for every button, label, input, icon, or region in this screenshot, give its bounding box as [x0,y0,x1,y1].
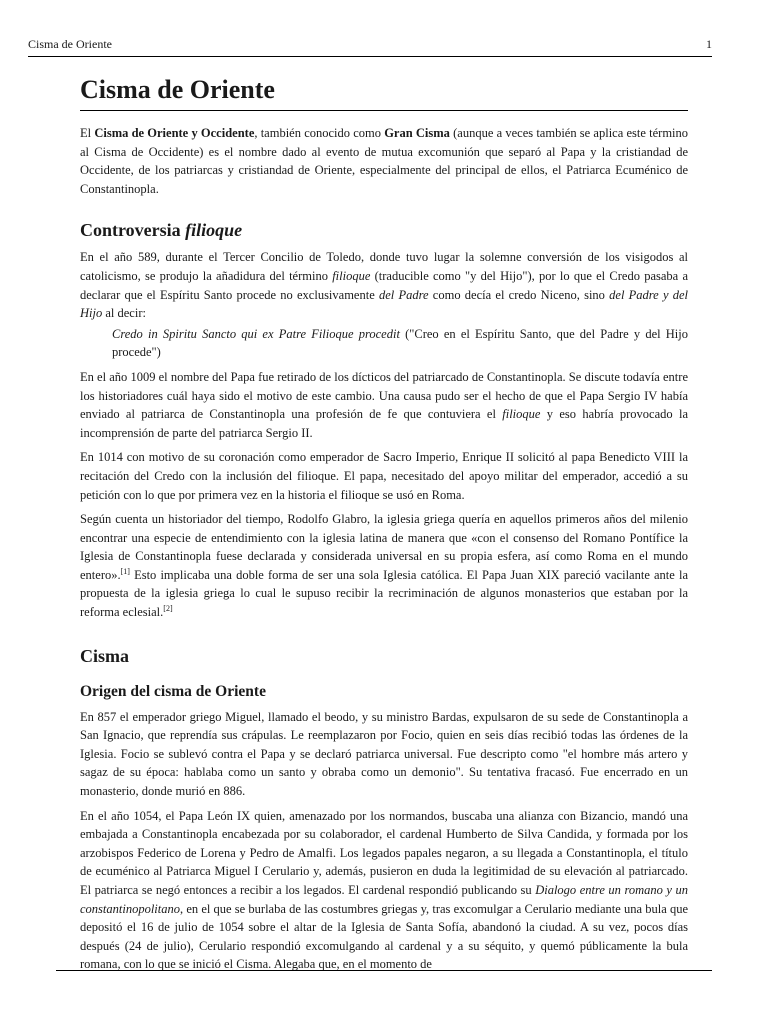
paragraph: En 857 el emperador griego Miguel, llamado el beodo, y su ministro Bardas, expulsaron de su sede de Constantinopla a San Ignacio, que reprendía sus crápulas. Le reemplazaron por Focio, quien en seis días recibió todas las órdenes de la Iglesia. Focio se sublevó contra el Papa y se declaró patriarca universal. Fue descripto como "el hombre más artero y sagaz de su época: hablaba como un santo y obraba como un demonio". Su tentativa fracasó. Fue encerrado en un monasterio, donde murió en 886. [80,709,688,799]
section-heading-cisma: Cisma [80,645,129,666]
paragraph: En 1014 con motivo de su coronación como emperador de Sacro Imperio, Enrique II solicitó al papa Benedicto VIII la recitación del Credo con la inclusión del filioque. El papa, necesitado del apoyo militar del emperador, accedió a su petición con lo que por primera vez en la historia el filioque se usó en Roma. [80,450,688,502]
paragraph: En el año 589, durante el Tercer Concilio de Toledo, donde tuvo lugar la solemne conversión de los visigodos al catolicismo, se produjo la añadidura del término filioque (traducible como "y del Hijo"), por lo que el Credo pasaba a declarar que el Espíritu Santo procede no exclusivamente del Padre como decía el credo Niceno, sino del Padre y del Hijo al decir: [80,250,688,321]
section-heading-filioque: Controversia filioque [80,220,243,241]
page-number: 1 [706,37,712,51]
paragraph: En el año 1054, el Papa León IX quien, amenazado por los normandos, buscaba una alianza con Bizancio, mandó una embajada a Constantinopla encabezada por su colaborador, el cardenal Humberto de Silva Candida, y formada por los arzobispos Federico de Lorena y Pedro de Amalfi. Los legados papales negaron, a su llegada a Constantinopla, el título de ecuménico al Patriarca Miguel I Cerulario y, además, pusieron en duda la legitimidad de su elevación al patriarcado. El patriarca se negó entonces a recibir a los legados. El cardenal respondió publicando su Dialogo entre un romano y un constantinopolitano, en el que se burlaba de las costumbres griegas y, tras excomulgar a Cerulario mediante una bula que depositó el 16 de julio de 1054 sobre el altar de la Iglesia de Santa Sofía, abandonó la ciudad. A su vez, pocos días después (24 de julio), Cerulario respondió excomulgando al cardenal y a su séquito, y quemó públicamente la bula romana, con lo que se inició el Cisma. Alegaba que, en el momento de [80,808,688,972]
block-quote: Credo in Spiritu Sancto qui ex Patre Filioque procedit ("Creo en el Espíritu Santo, que del Padre y del Hijo procede") [112,326,689,360]
footer-rule [56,970,712,971]
running-header [28,36,712,57]
reference-link[interactable]: [1] [120,566,130,576]
running-header-title: Cisma de Oriente [28,37,112,51]
article-body [80,70,688,974]
subsection-heading: Origen del cisma de Oriente [80,682,266,700]
paragraph: En el año 1009 el nombre del Papa fue retirado de los dícticos del patriarcado de Constantinopla. Se discute todavía entre los historiadores cuál haya sido el motivo de este cambio. Una causa pudo ser el hecho de que el Papa Sergio IV había enviado al patriarca de Constantinopla una profesión de fe que contuviera el filioque y eso habría provocado la incomprensión de parte del patriarca Sergio II. [80,369,688,440]
paragraph: Según cuenta un historiador del tiempo, Rodolfo Glabro, la iglesia griega quería en aquellos primeros años del milenio encontrar una especie de entendimiento con la iglesia latina de manera que «con el consenso del Romano Pontífice la Iglesia de Constantinopla fuese declarada y considerada universal en su propia esfera, así como Roma en el mundo entero».[1] Esto implicaba una doble forma de ser una sola Iglesia católica. El Papa Juan XIX pareció vacilante ante la propuesta de la iglesia griega lo cual le supuso recibir la recriminación de algunos monasterios que estaban por la reforma eclesial.[2] [80,512,688,620]
reference-link[interactable]: [2] [163,603,173,613]
intro-paragraph: El Cisma de Oriente y Occidente, también conocido como Gran Cisma (aunque a veces también se aplica este término al Cisma de Occidente) es el nombre dado al evento de mutua excomunión que separó al Papa y la cristiandad de Occidente, de los patriarcas y cristiandad de Oriente, especialmente del principal de ellos, el Patriarca Ecuménico de Constantinopla. [80,126,689,196]
page-title: Cisma de Oriente [80,70,688,111]
